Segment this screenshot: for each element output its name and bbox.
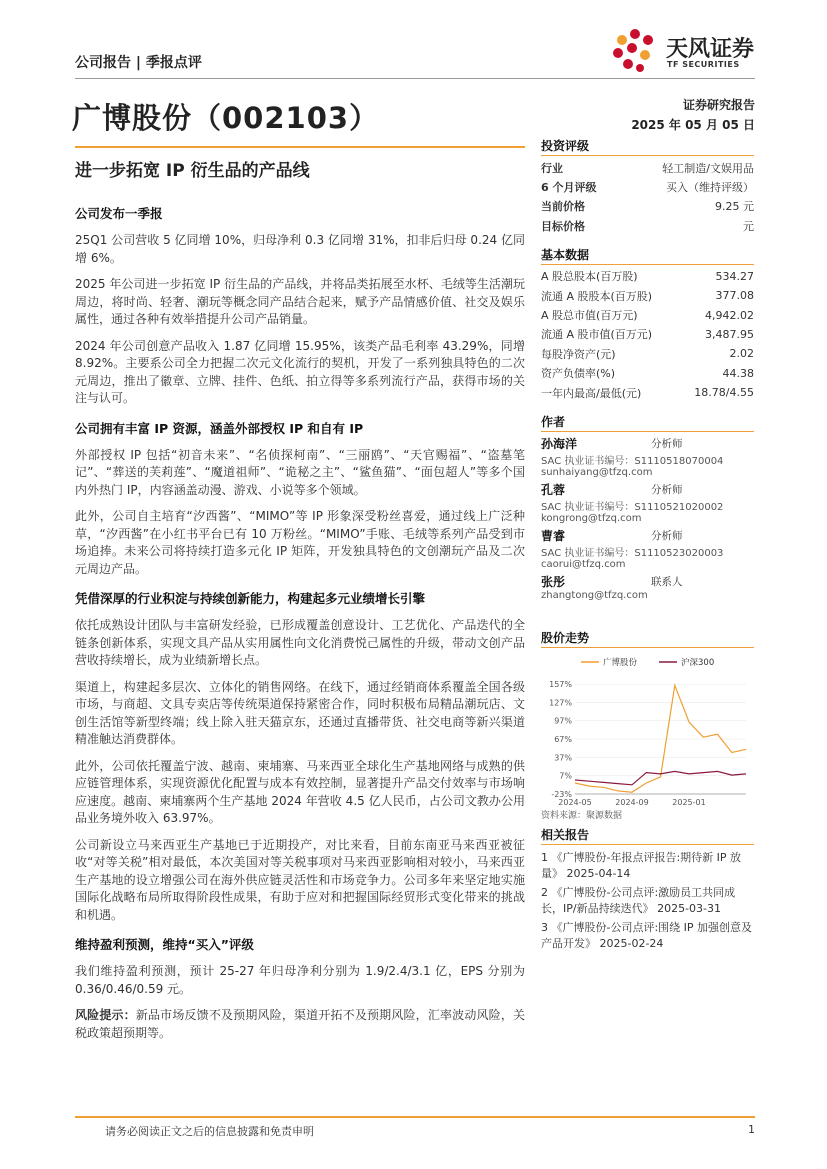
author-entry: [541, 526, 754, 570]
section-heading: 公司拥有丰富 IP 资源，涵盖外部授权 IP 和自有 IP: [75, 420, 364, 436]
author-entry: [541, 434, 754, 478]
paragraph: 依托成熟设计团队与丰富研发经验，已形成覆盖创意设计、工艺优化、产品迭代的全链条创新体系，实现文具产品从实用属性向文化消费悦己属性的升级，带动文创产品营收持续增长，成为业绩新增长点。: [75, 618, 525, 667]
legend-label: 沪深300: [681, 658, 715, 668]
paragraph: 此外，公司依托覆盖宁波、越南、柬埔寨、马来西亚全球化生产基地网络与成熟的供应链管理体系，实现资源优化配置与成本有效控制，显著提升产品交付效率与市场响应速度。越南、柬埔寨两个生产基地 2024 年营收 4.5 亿人民币，占公司文教办公用品业务境外收入 63.97%。: [75, 758, 525, 825]
paragraph: 外部授权 IP 包括“初音未来”、“名侦探柯南”、“三丽鸥”、“天官赐福”、“盗墓笔记”、“葬送的芙莉莲”、“魔道祖师”、“诡秘之主”、“鲨鱼猫”、“面包超人”等多个国内外热门 IP，内容涵盖动漫、游戏、小说等多个领域。: [75, 447, 525, 497]
related-report-link[interactable]: 1 《广博股份-年报点评报告:期待新 IP 放量》 2025-04-14: [541, 851, 742, 880]
author-role: 分析师: [651, 437, 683, 450]
rating-row: [541, 158, 754, 177]
basic-data-table: [541, 267, 754, 403]
rating-heading: 投资评级: [541, 139, 590, 153]
series-line-stock: [575, 685, 746, 792]
report-date: 2025 年 05 月 05 日: [631, 118, 755, 132]
author-cert: SAC 执业证书编号：S1110521020002: [541, 502, 724, 514]
author-entry: [541, 480, 754, 524]
series-line-index: [575, 771, 746, 784]
section-heading: 公司发布一季报: [75, 206, 163, 221]
header-divider: [75, 78, 755, 79]
rating-row-value: 买入（维持评级）: [666, 181, 754, 195]
rating-row-label: 当前价格: [541, 200, 585, 214]
basic-heading: 基本数据: [541, 247, 590, 262]
basic-row: [541, 364, 754, 383]
basic-row-value: 44.38: [722, 366, 754, 380]
basic-row-label: A 股总市值(百万元): [541, 309, 638, 323]
related-heading: 相关报告: [541, 828, 590, 842]
paragraph: 2025 年公司进一步拓宽 IP 衍生品的产品线，并将品类拓展至水杯、毛绒等生活潮玩周边，将时尚、轻奢、潮玩等概念同产品结合起来，赋予产品情感价值、社交及娱乐属性，通过各种有效举措提升公司产品销量。: [75, 277, 525, 326]
chart-heading: 股价走势: [541, 631, 590, 645]
basic-row-value: 2.02: [729, 347, 754, 361]
rating-row-value: 9.25 元: [715, 200, 754, 214]
basic-row: [541, 325, 754, 344]
risk-label: 风险提示：: [75, 1008, 136, 1022]
logo-subtext: TF SECURITIES: [667, 60, 740, 69]
basic-row-label: 流通 A 股市值(百万元): [541, 328, 653, 342]
related-report-link[interactable]: 2 《广博股份-公司点评:激励员工共同成长，IP/新品持续迭代》 2025-03-31: [541, 886, 736, 915]
author-email[interactable]: sunhaiyang@tfzq.com: [541, 467, 653, 479]
y-tick-label: 97%: [554, 716, 572, 726]
author-email[interactable]: zhangtong@tfzq.com: [541, 590, 648, 602]
legend-label: 广博股份: [603, 658, 638, 668]
report-type: 证券研究报告: [682, 98, 755, 112]
author-email[interactable]: kongrong@tfzq.com: [541, 513, 642, 525]
basic-row: [541, 383, 754, 402]
y-tick-label: 157%: [549, 680, 572, 690]
author-email[interactable]: caorui@tfzq.com: [541, 559, 626, 571]
y-tick-label: -23%: [551, 790, 572, 799]
author-role: 联系人: [651, 575, 683, 588]
author-cert: SAC 执业证书编号：S1110518070004: [541, 456, 724, 468]
rating-table: [541, 158, 754, 236]
author-name: 曹睿: [541, 528, 566, 543]
author-name: 张彤: [541, 574, 566, 589]
main-body: [75, 204, 525, 1042]
basic-row-value: 4,942.02: [705, 308, 754, 322]
rating-row-label: 目标价格: [541, 219, 585, 233]
basic-row-label: 资产负债率(%): [541, 367, 616, 381]
y-tick-label: 67%: [554, 735, 572, 745]
footer-rule: [75, 1116, 755, 1118]
x-tick-label: 2025-01: [672, 798, 706, 807]
rating-row: [541, 197, 754, 216]
chart-source: 资料来源：聚源数据: [541, 811, 623, 821]
report-subtitle: 进一步拓宽 IP 衍生品的产品线: [75, 161, 310, 181]
section-heading: 凭借深厚的行业积淀与持续创新能力，构建起多元业绩增长引擎: [75, 591, 426, 606]
y-tick-label: 37%: [554, 753, 572, 763]
paragraph: 此外，公司自主培育“汐西酱”、“MIMO”等 IP 形象深受粉丝喜爱，通过线上广泛种草，“汐西酱”在小红书平台已有 10 万粉丝。“MIMO”手账、毛绒等系列产品受到市场追捧。未来公司将持续打造多元化 IP 矩阵，开发独具特色的文创潮玩产品及二次元周边产品。: [75, 509, 525, 576]
basic-row: [541, 286, 754, 305]
author-role: 分析师: [651, 483, 683, 496]
basic-row: [541, 344, 754, 363]
paragraph: 公司新设立马来西亚生产基地已于近期投产，对比来看，目前东南亚马来西亚被征收“对等关税”相对最低，本次美国对等关税事项对马来西亚影响相对较小，马来西亚生产基地的设立增强公司在海外供应链灵活性和市场竞争力。公司多年来坚定地实施国际化战略布局所取得阶段性成果，有助于应对和把握国际经贸形式变化带来的挑战和机遇。: [75, 837, 525, 922]
basic-row-label: A 股总股本(百万股): [541, 270, 638, 284]
section-heading: 维持盈利预测，维持“买入”评级: [75, 937, 254, 952]
basic-row-value: 534.27: [715, 269, 754, 283]
page-number: 1: [748, 1123, 755, 1136]
basic-row: [541, 267, 754, 286]
x-tick-label: 2024-09: [615, 798, 649, 807]
risk-paragraph: [75, 1007, 525, 1042]
rating-row-value: 元: [743, 219, 754, 233]
author-entry: [541, 572, 754, 601]
report-category: 公司报告 | 季报点评: [75, 55, 202, 71]
basic-row: [541, 305, 754, 324]
y-tick-label: 7%: [559, 771, 572, 781]
price-chart-section: [541, 629, 754, 821]
paragraph: 2024 年公司创意产品收入 1.87 亿同增 15.95%，该类产品毛利率 43.29%，同增 8.92%。主要系公司全力把握二次元文化流行的契机，开发了一系列独具特色的二次元周边，推出了徽章、立牌、挂件、色纸、拍立得等多系列流行产品，获得市场的关注与认可。: [75, 338, 525, 405]
tf-logo-icon: [610, 26, 670, 76]
rating-row-label: 行业: [541, 161, 563, 175]
authors-heading: 作者: [541, 415, 566, 430]
footer-disclaimer: 请务必阅读正文之后的信息披露和免责申明: [105, 1125, 314, 1138]
basic-row-value: 18.78/4.55: [694, 386, 754, 400]
author-name: 孔蓉: [541, 482, 566, 497]
paragraph: 我们维持盈利预测，预计 25-27 年归母净利分别为 1.9/2.4/3.1 亿，EPS 分别为 0.36/0.46/0.59 元。: [75, 964, 525, 996]
basic-row-label: 一年内最高/最低(元): [541, 386, 642, 400]
title-rule: [75, 146, 525, 148]
price-chart: [541, 648, 754, 808]
author-list: [541, 434, 754, 601]
basic-row-value: 3,487.95: [705, 327, 754, 341]
rating-row-label: 6 个月评级: [541, 181, 597, 195]
basic-row-value: 377.08: [715, 289, 754, 303]
y-tick-label: 127%: [549, 698, 572, 708]
page-title: 广博股份（002103）: [72, 101, 380, 135]
basic-row-label: 流通 A 股股本(百万股): [541, 289, 653, 303]
related-reports: [541, 826, 754, 952]
paragraph: 25Q1 公司营收 5 亿同增 10%，归母净利 0.3 亿同增 31%，扣非后归母 0.24 亿同增 6%。: [75, 233, 525, 265]
x-tick-label: 2024-05: [558, 798, 592, 807]
rating-row-value: 轻工制造/文娱用品: [662, 161, 754, 175]
author-cert: SAC 执业证书编号：S1110523020003: [541, 548, 724, 560]
related-report-link[interactable]: 3 《广博股份-公司点评:围绕 IP 加强创意及产品开发》 2025-02-24: [541, 921, 753, 950]
author-name: 孙海洋: [541, 436, 578, 451]
rating-row: [541, 177, 754, 196]
rating-row: [541, 216, 754, 235]
basic-row-label: 每股净资产(元): [541, 347, 616, 361]
paragraph: 渠道上，构建起多层次、立体化的销售网络。在线下，通过经销商体系覆盖全国各级市场，与商超、文具专卖店等传统渠道保持紧密合作，同时积极布局精品潮玩店、文创生活馆等新型终端；线上除入驻天猫京东，还通过直播带货、社交电商等新兴渠道精准触达消费群体。: [75, 679, 525, 746]
author-role: 分析师: [651, 529, 683, 542]
risk-text: 新品市场反馈不及预期风险，渠道开拓不及预期风险，汇率波动风险，关税政策超预期等。: [75, 1008, 525, 1040]
sidebar: [541, 137, 754, 603]
logo-text: 天风证券: [666, 37, 755, 62]
